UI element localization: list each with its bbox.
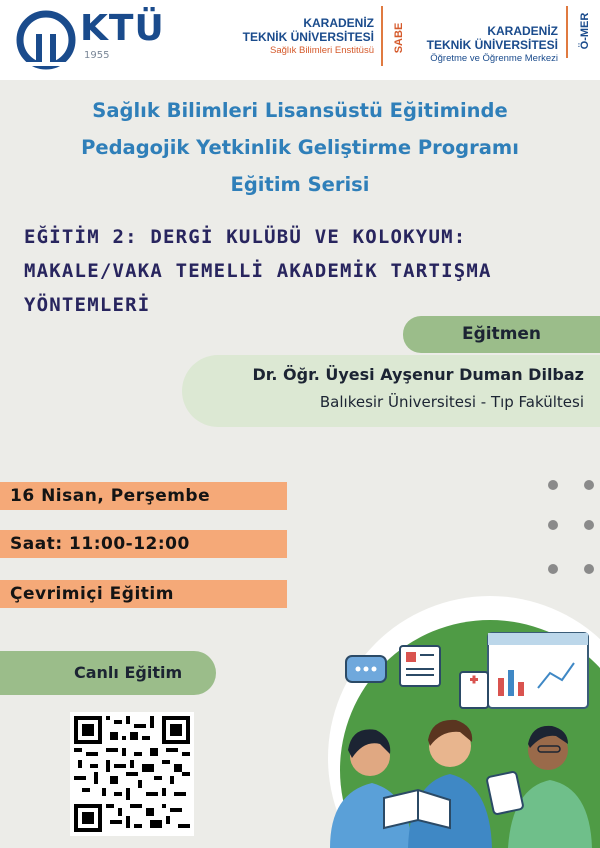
ktu-year: 1955 <box>84 50 110 61</box>
trainer-affiliation: Balıkesir Üniversitesi - Tıp Fakültesi <box>319 393 584 411</box>
institution-sabe <box>210 16 374 58</box>
institution-name-line1: KARADENİZ <box>487 24 558 38</box>
institution-omer <box>412 24 558 66</box>
dot-icon <box>548 564 558 574</box>
document-icon <box>400 646 440 686</box>
live-training-label: Canlı Eğitim <box>0 651 216 695</box>
medical-file-icon <box>460 672 488 708</box>
trainer-box <box>182 355 600 427</box>
qr-code[interactable] <box>70 712 194 836</box>
training-title <box>24 220 544 322</box>
dot-icon <box>584 564 594 574</box>
institution-name-line2: TEKNİK ÜNİVERSİTESİ <box>426 38 558 52</box>
omer-tag: Ö-MER <box>579 12 591 50</box>
dot-icon <box>548 520 558 530</box>
chart-board-icon <box>488 633 588 708</box>
speech-bubble-icon <box>346 656 386 682</box>
tablet-icon <box>486 771 523 814</box>
time-bar: Saat: 11:00-12:00 <box>0 530 287 558</box>
header <box>0 0 600 80</box>
dot-icon <box>584 480 594 490</box>
dot-icon <box>548 480 558 490</box>
program-title-line: Sağlık Bilimleri Lisansüstü Eğitiminde <box>92 99 508 122</box>
institution-sub: Sağlık Bilimleri Enstitüsü <box>269 45 374 56</box>
discussion-illustration <box>300 578 600 848</box>
training-title-line: EĞİTİM 2: DERGİ KULÜBÜ VE KOLOKYUM: <box>24 226 467 248</box>
institution-name-line2: TEKNİK ÜNİVERSİTESİ <box>242 30 374 44</box>
divider <box>566 6 568 58</box>
sabe-tag: SABE <box>393 22 405 54</box>
training-title-line: MAKALE/VAKA TEMELLİ AKADEMİK TARTIŞMA <box>24 260 492 282</box>
institution-name-line1: KARADENİZ <box>303 16 374 30</box>
mode-bar: Çevrimiçi Eğitim <box>0 580 287 608</box>
trainer-name: Dr. Öğr. Üyesi Ayşenur Duman Dilbaz <box>252 365 584 384</box>
divider <box>381 6 383 66</box>
program-title-line: Pedagojik Yetkinlik Geliştirme Programı <box>81 136 519 159</box>
dot-icon <box>584 520 594 530</box>
program-title <box>40 92 560 203</box>
training-title-line: YÖNTEMLERİ <box>24 294 151 316</box>
program-title-line: Eğitim Serisi <box>230 173 370 196</box>
qr-code-icon <box>74 716 190 832</box>
ktu-logo-text: KTÜ <box>80 8 165 49</box>
institution-sub: Öğretme ve Öğrenme Merkezi <box>430 53 558 64</box>
date-bar: 16 Nisan, Perşembe <box>0 482 287 510</box>
ktu-logo-icon <box>16 10 76 70</box>
trainer-label: Eğitmen <box>403 316 600 353</box>
